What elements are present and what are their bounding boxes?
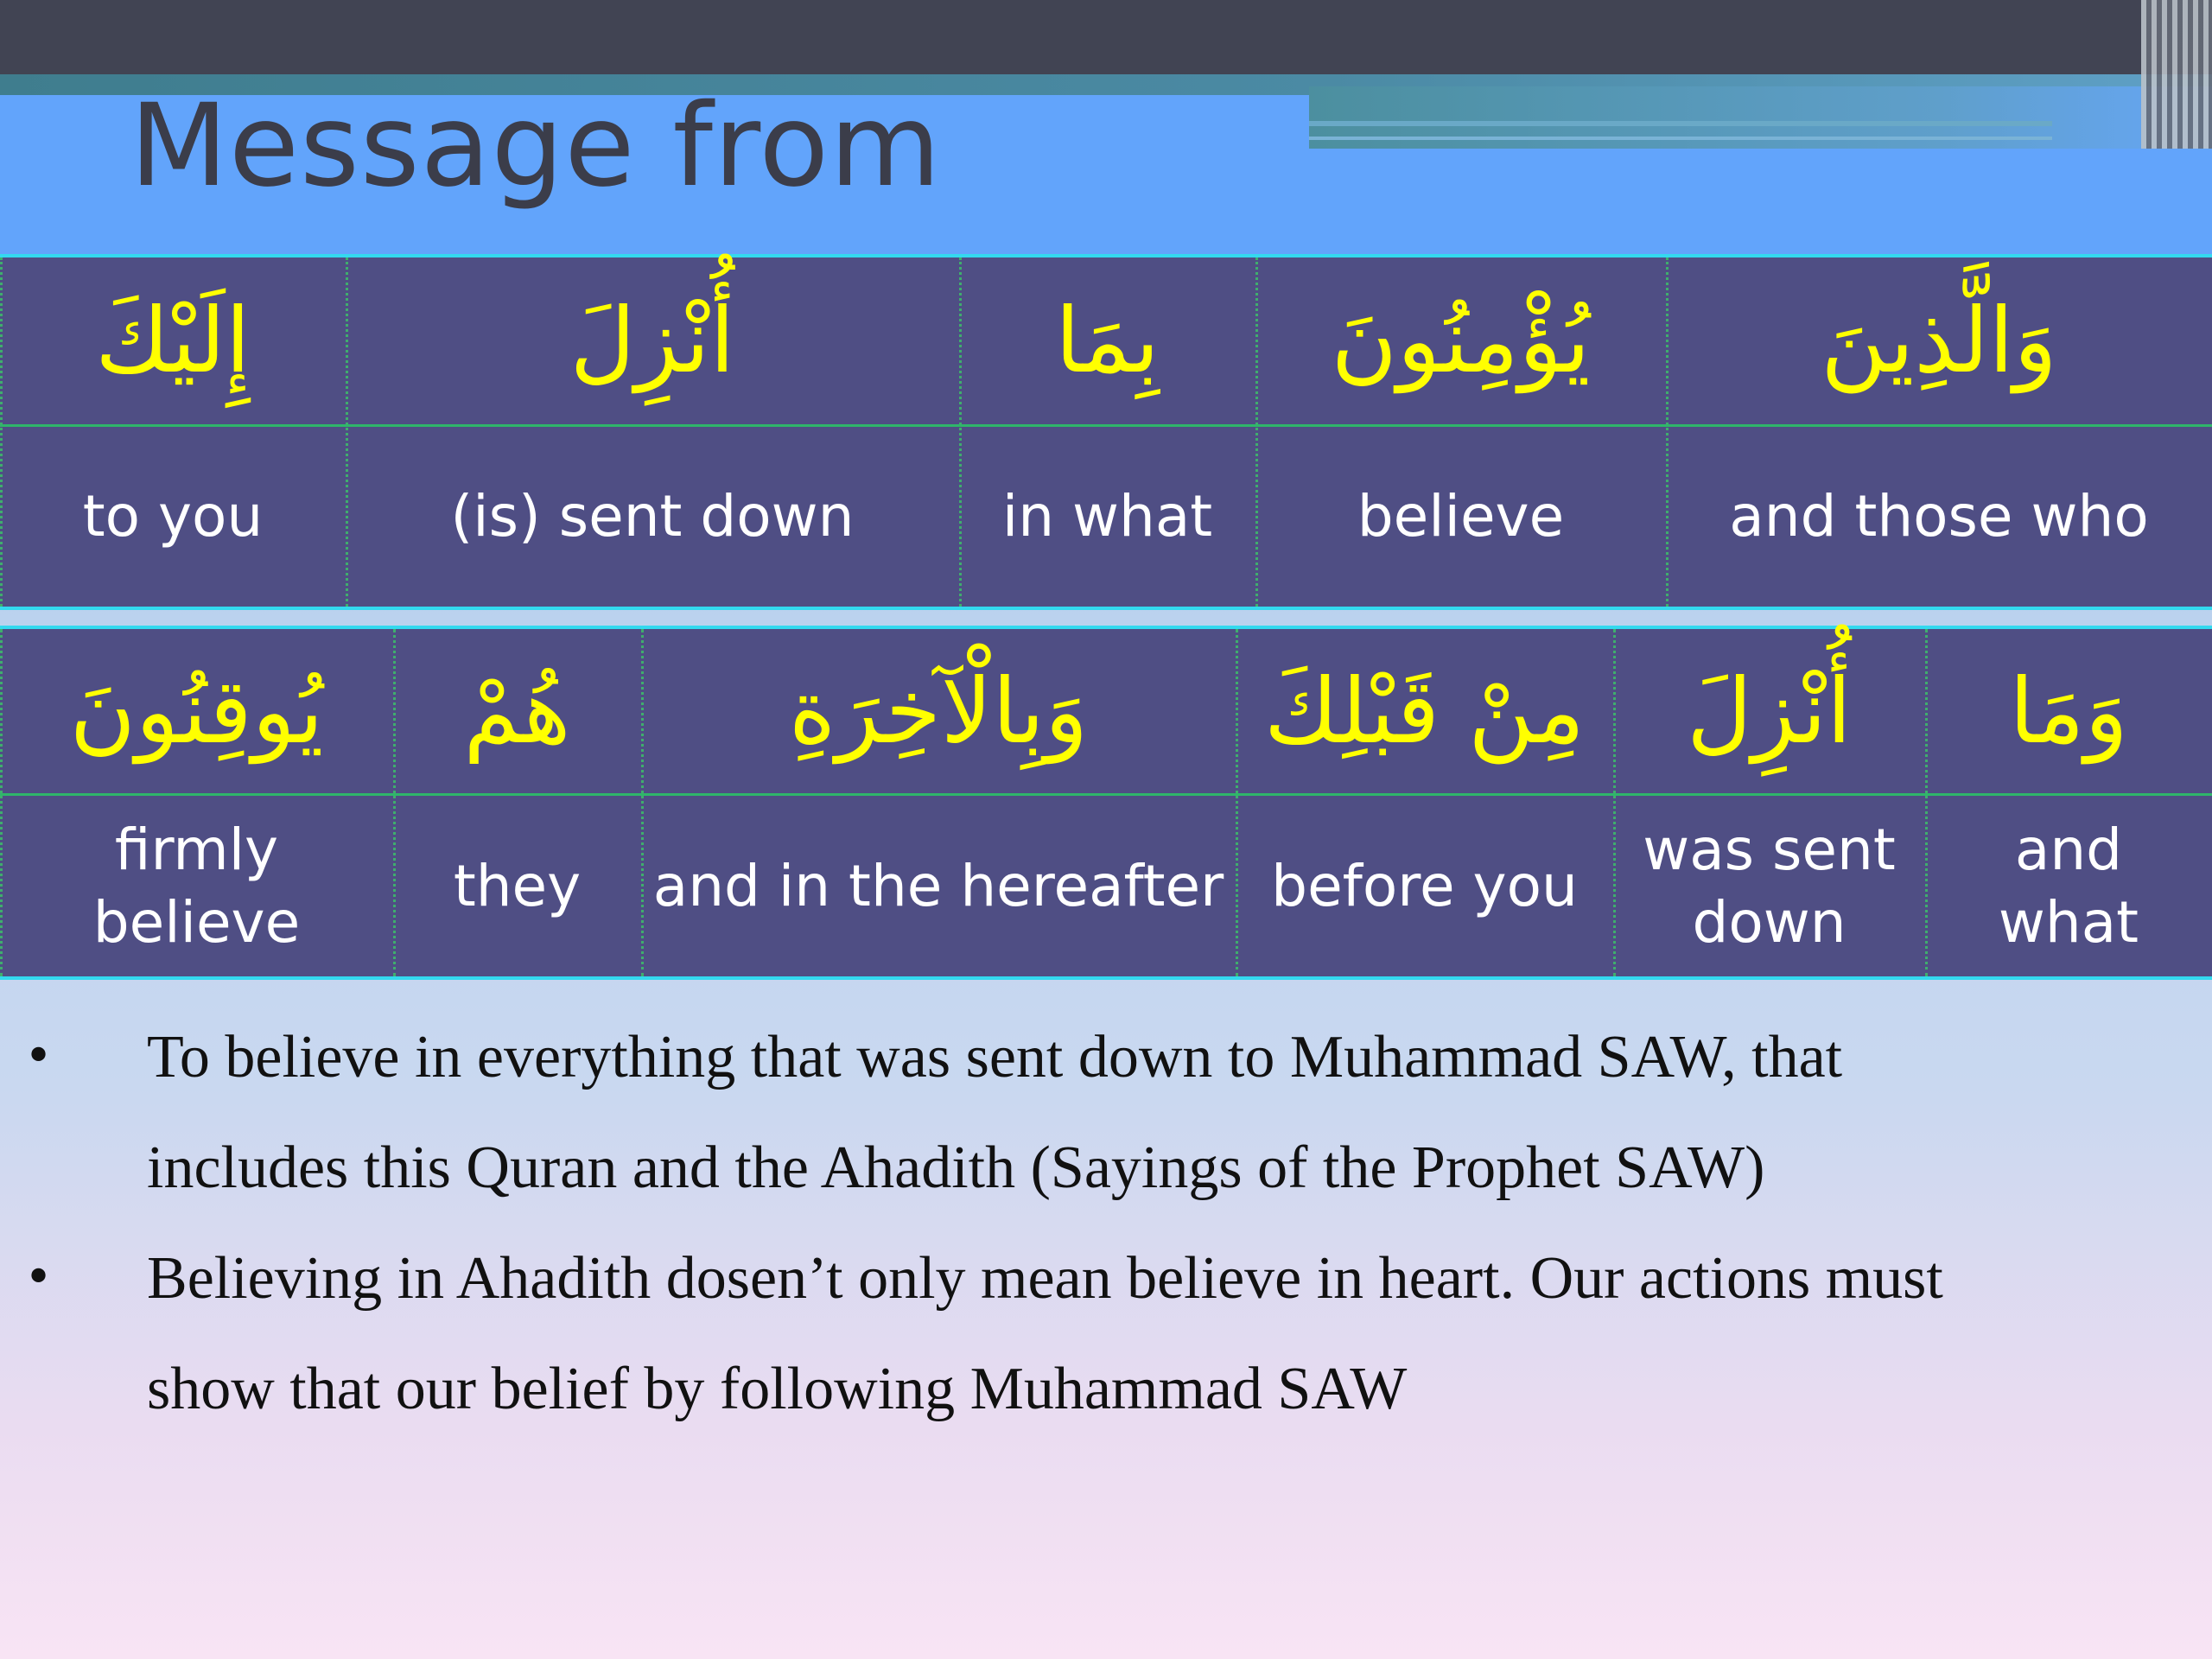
translation-line: believe — [1357, 483, 1565, 550]
arabic-word: أُنْزِلَ — [1687, 658, 1852, 764]
arabic-word: يُؤْمِنُونَ — [1331, 288, 1591, 394]
word-table-1 — [0, 254, 2212, 610]
english-translation — [393, 796, 641, 976]
arabic-word: أُنْزِلَ — [569, 288, 735, 394]
english-translation — [1255, 427, 1666, 607]
bullet-icon: • — [24, 1249, 54, 1306]
arabic-word: مِنْ قَبْلِكَ — [1263, 658, 1586, 764]
translation-line: and in the hereafter — [652, 852, 1224, 919]
translation-line: in what — [1001, 483, 1213, 550]
translation-line: what — [1998, 888, 2139, 956]
arabic-word: بِمَا — [1055, 288, 1160, 394]
translation-line: and — [2014, 817, 2123, 884]
english-translation — [1666, 427, 2212, 607]
decorative-line — [1309, 121, 2052, 126]
bullet-icon: • — [24, 1028, 54, 1084]
note-line: To believe in everything that was sent down to Muhammad SAW, that — [147, 1024, 1843, 1090]
corner-decoration — [2141, 0, 2212, 149]
slide-title: Message from — [130, 79, 942, 213]
note-item — [147, 1002, 2160, 1224]
english-translation — [0, 796, 393, 976]
english-translation — [1236, 796, 1613, 976]
translation-line: was sent — [1643, 817, 1896, 884]
arabic-word: هُمْ — [463, 658, 571, 764]
arabic-word: وَبِالْآخِرَةِ — [788, 658, 1089, 764]
note-line: Believing in Ahadith dosen’t only mean believe in heart. Our actions must — [147, 1245, 1943, 1312]
arabic-word: وَالَّذِينَ — [1821, 288, 2057, 394]
word-table-2 — [0, 626, 2212, 980]
english-translation — [346, 427, 959, 607]
decorative-line — [1309, 137, 2052, 140]
arabic-word: وَمَا — [2009, 658, 2128, 764]
translation-line: (is) sent down — [450, 483, 855, 550]
translation-line: down — [1692, 888, 1847, 956]
english-translation — [959, 427, 1255, 607]
english-translation — [641, 796, 1236, 976]
note-line: show that our belief by following Muhammad SAW — [147, 1356, 1408, 1422]
note-item — [147, 1224, 2160, 1445]
translation-line: and those who — [1729, 483, 2149, 550]
translation-line: to you — [82, 483, 264, 550]
translation-line: firmly — [114, 817, 279, 884]
top-dark-bar — [0, 0, 2212, 74]
english-translation — [0, 427, 346, 607]
translation-line: before you — [1271, 852, 1578, 919]
english-translation — [1925, 796, 2212, 976]
arabic-word: يُوقِنُونَ — [69, 658, 324, 764]
translation-line: believe — [92, 888, 301, 956]
translation-line: they — [453, 852, 582, 919]
arabic-word: إِلَيْكَ — [95, 288, 251, 394]
note-line: includes this Quran and the Ahadith (Sayings of the Prophet SAW) — [147, 1135, 1765, 1201]
english-translation — [1613, 796, 1925, 976]
